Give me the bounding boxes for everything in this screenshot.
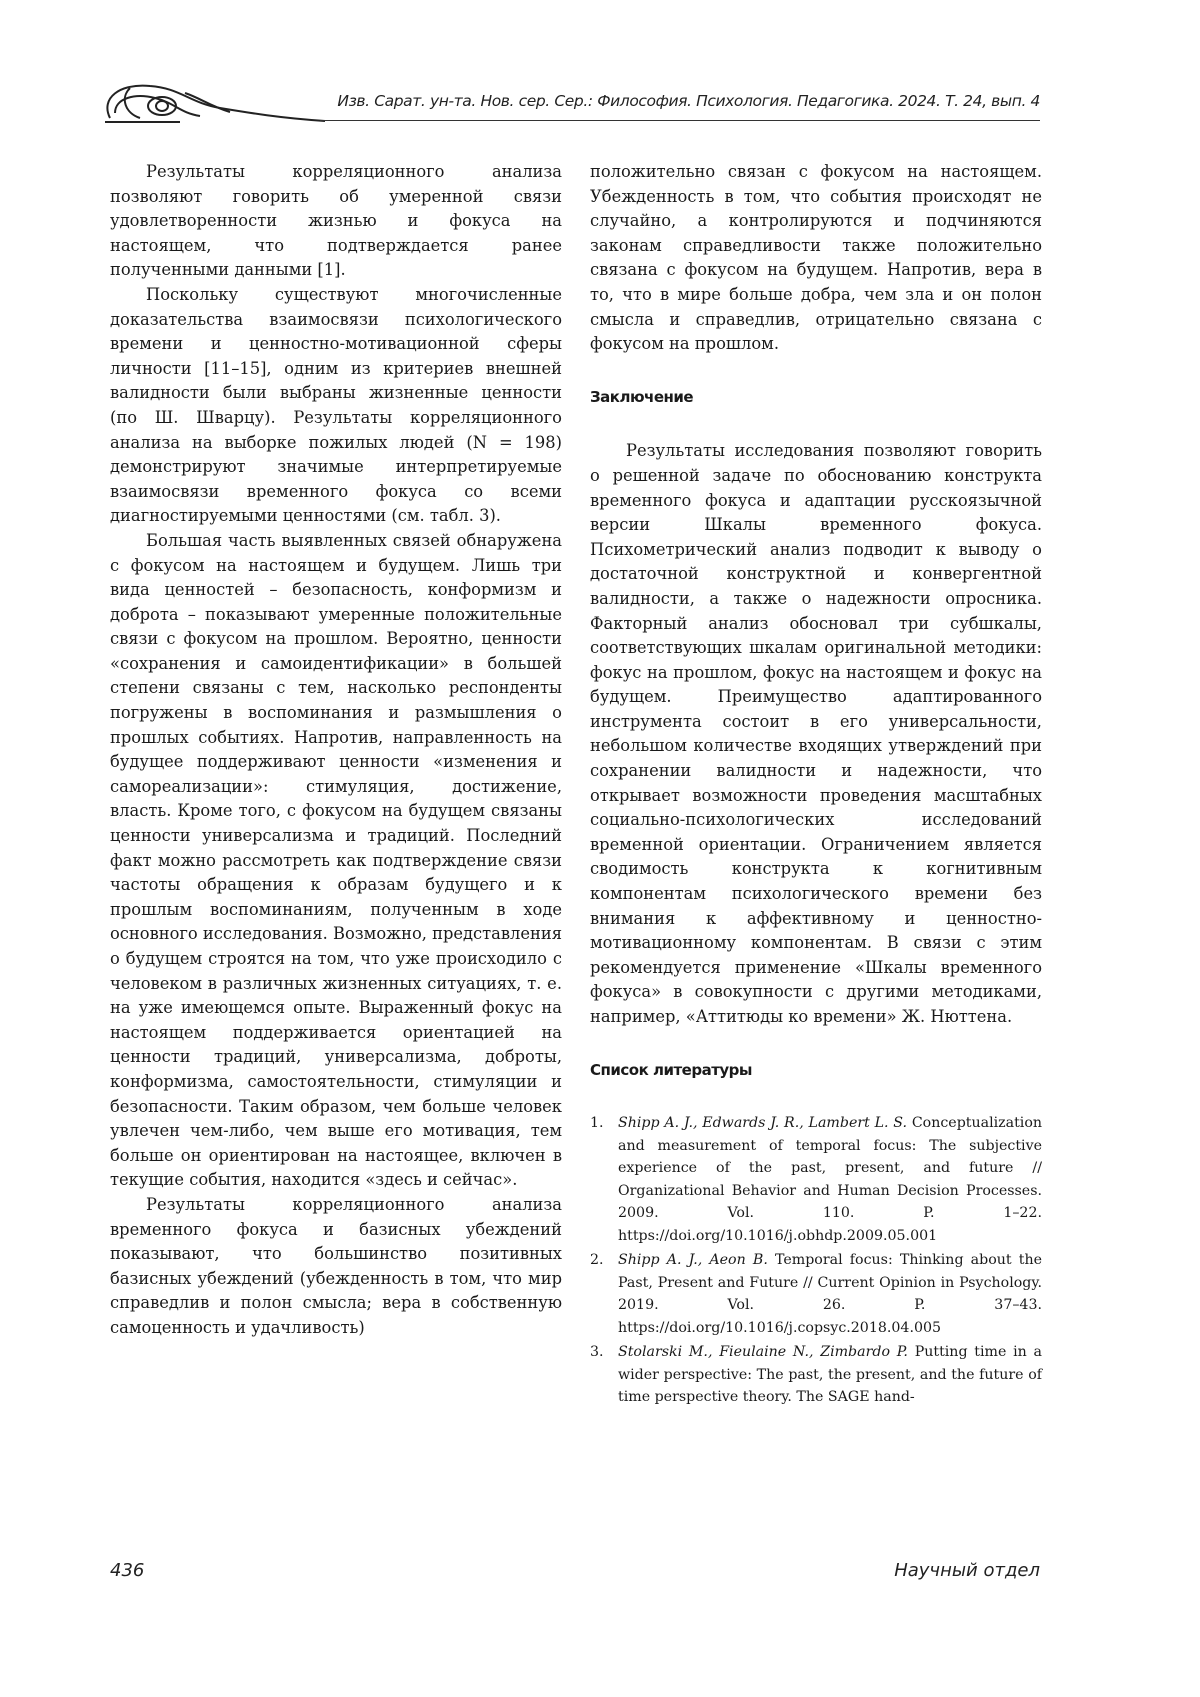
reference-item (590, 1341, 1042, 1409)
reference-authors: Stolarski M., Fieulaine N., Zimbardo P. (618, 1344, 908, 1360)
reference-number: 3. (590, 1341, 604, 1364)
journal-ornament-logo (100, 78, 330, 128)
reference-authors: Shipp A. J., Aeon B. (618, 1252, 768, 1268)
header-rule (320, 120, 1040, 121)
references-heading: Список литературы (590, 1058, 1042, 1083)
reference-text: Conceptualization and measurement of temporal focus: The subjective experience of the past, present, and future // Organizational Behavior and Human Decision Processes. 2009. Vol. 110. P. 1–22. https://doi.org/10.1016/j.obhdp.2009.05.001 (618, 1115, 1042, 1244)
right-column (590, 160, 1042, 1411)
paragraph: Результаты корреляционного анализа позволяют говорить об умеренной связи удовлетворенности жизнью и фокуса на настоящем, что подтверждается ранее полученными данными [1]. (110, 160, 562, 283)
paragraph: Большая часть выявленных связей обнаружена с фокусом на настоящем и будущем. Лишь три вида ценностей – безопасность, конформизм и доброта – показывают умеренные положительные связи с фокусом на прошлом. Вероятно, ценности «сохранения и самоидентификации» в большей степени связаны с тем, насколько респонденты погружены в воспоминания и размышления о прошлых событиях. Напротив, направленность на будущее поддерживают ценности «изменения и самореализации»: стимуляция, достижение, власть. Кроме того, с фокусом на будущем связаны ценности универсализма и традиций. Последний факт можно рассмотреть как подтверждение связи частоты обращения к образам будущего и к прошлым воспоминаниям, полученным в ходе основного исследования. Возможно, представления о будущем строятся на том, что уже происходило с человеком в различных жизненных ситуациях, т. е. на уже имеющемся опыте. Выраженный фокус на настоящем поддерживается ориентацией на ценности традиций, универсализма, доброты, конформизма, самостоятельности, стимуляции и безопасности. Таким образом, чем больше человек увлечен чем-либо, чем выше его мотивация, тем больше он ориентирован на настоящее, включен в текущие события, находится «здесь и сейчас». (110, 529, 562, 1193)
reference-number: 1. (590, 1112, 604, 1135)
paragraph-continuation: положительно связан с фокусом на настоящем. Убежденность в том, что события происходят не случайно, а контролируются и подчиняются законам справедливости также положительно связана с фокусом на будущем. Напротив, вера в то, что в мире больше добра, чем зла и он полон смысла и справедлив, отрицательно связана с фокусом на прошлом. (590, 160, 1042, 357)
page-number: 436 (110, 1560, 144, 1581)
conclusion-heading: Заключение (590, 385, 1042, 410)
reference-item (590, 1112, 1042, 1247)
reference-text: Putting time in a wider perspective: The past, the present, and the future of time perspective theory. The SAGE hand- (618, 1344, 1042, 1405)
section-name: Научный отдел (894, 1560, 1040, 1581)
reference-authors: Shipp A. J., Edwards J. R., Lambert L. S. (618, 1115, 907, 1131)
journal-citation: Изв. Сарат. ун-та. Нов. сер. Сер.: Философия. Психология. Педагогика. 2024. Т. 24, вып. 4 (337, 92, 1040, 110)
running-header (100, 78, 1040, 130)
conclusion-paragraph: Результаты исследования позволяют говорить о решенной задаче по обоснованию конструкта временного фокуса и адаптации русскоязычной версии Шкалы временного фокуса. Психометрический анализ подводит к выводу о достаточной конструктной и конвергентной валидности, а также о надежности опросника. Факторный анализ обосновал три субшкалы, соответствующих шкалам оригинальной методики: фокус на прошлом, фокус на настоящем и фокус на будущем. Преимущество адаптированного инструмента состоит в его универсальности, небольшом количестве входящих утверждений при сохранении валидности и надежности, что открывает возможности проведения масштабных социально-психологических исследований временной ориентации. Ограничением является сводимость конструкта к когнитивным компонентам психологического времени без внимания к аффективному и ценностно-мотивационному компонентам. В связи с этим рекомендуется применение «Шкалы временного фокуса» в совокупности с другими методиками, например, «Аттитюды ко времени» Ж. Нюттена. (590, 439, 1042, 1029)
left-column (110, 160, 562, 1341)
paragraph: Результаты корреляционного анализа временного фокуса и базисных убеждений показывают, что большинство позитивных базисных убеждений (убежденность в том, что мир справедлив и полон смысла; вера в собственную самоценность и удачливость) (110, 1193, 562, 1341)
references-list (590, 1112, 1042, 1409)
reference-text: Temporal focus: Thinking about the Past, Present and Future // Current Opinion in Psychology. 2019. Vol. 26. P. 37–43. https://doi.org/10.1016/j.copsyc.2018.04.005 (618, 1252, 1042, 1336)
reference-number: 2. (590, 1249, 604, 1272)
paragraph: Поскольку существуют многочисленные доказательства взаимосвязи психологического времени и ценностно-мотивационной сферы личности [11–15], одним из критериев внешней валидности были выбраны жизненные ценности (по Ш. Шварцу). Результаты корреляционного анализа на выборке пожилых людей (N = 198) демонстрируют значимые интерпретируемые взаимосвязи временного фокуса со всеми диагностируемыми ценностями (см. табл. 3). (110, 283, 562, 529)
reference-item (590, 1249, 1042, 1339)
